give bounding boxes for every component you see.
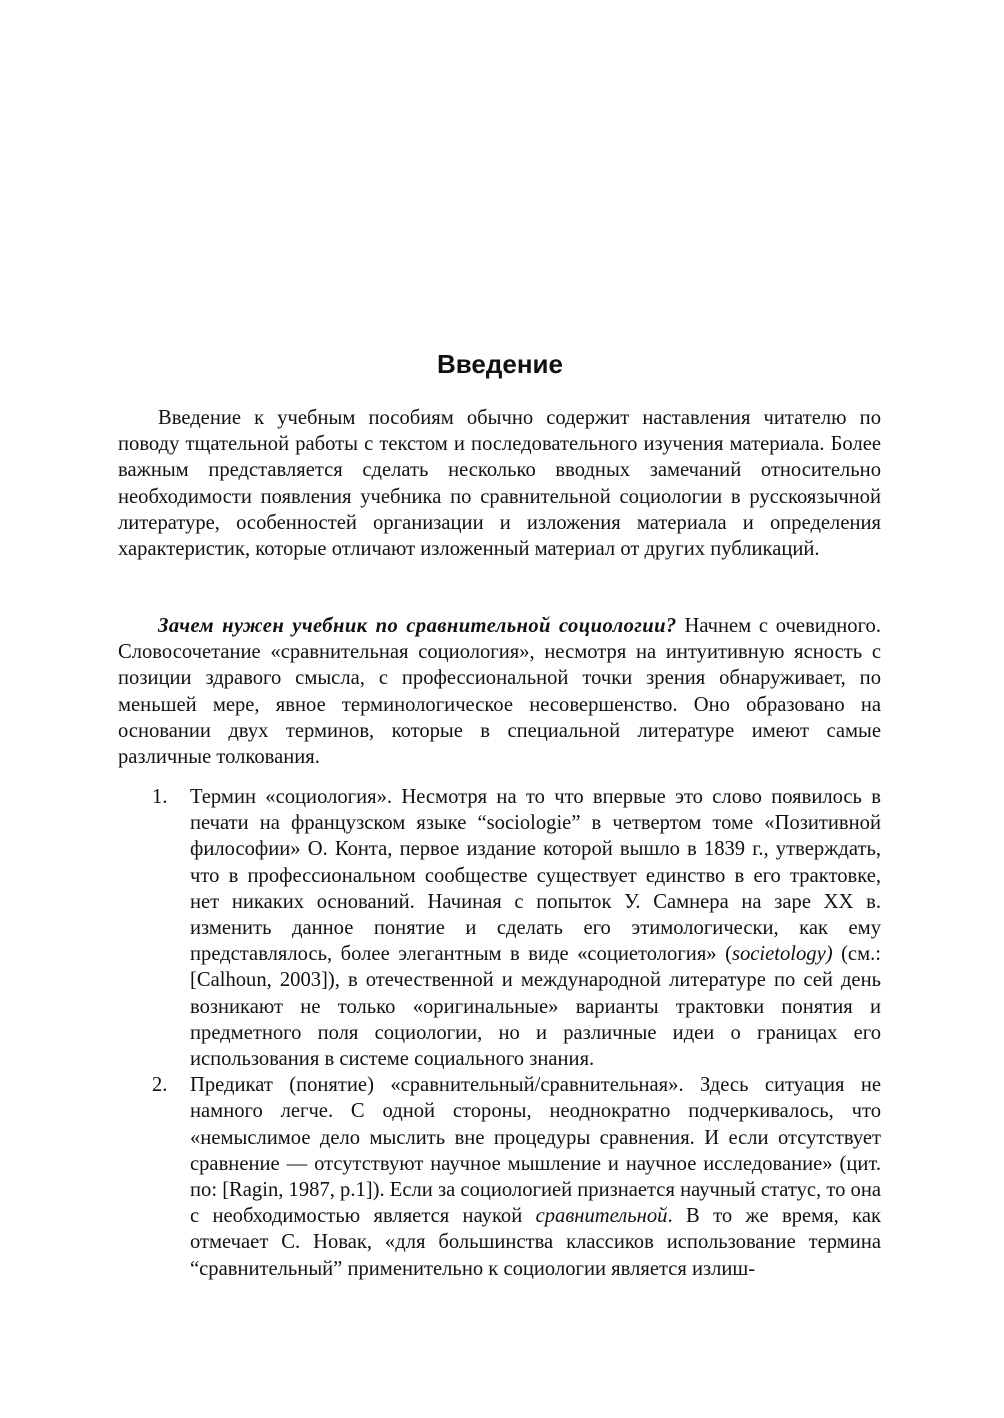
list-item-italic: societology) [731, 943, 833, 966]
term-list [118, 784, 881, 1282]
question-paragraph [118, 613, 881, 770]
list-item-text: . В то же время, как отмечает С. Новак, «для большинства классиков использование термина “сравнительный” применительно к социологии является излиш- [190, 1205, 881, 1280]
chapter-title: Введение [437, 349, 563, 379]
list-item-text: (см.: [Calhoun, 2003]), в отечественной и международной литературе по сей день возникают не только «оригинальные» варианты трактовки понятия и предметного поля социологии, но и различные идеи о границах его использования в системе социального знания. [190, 943, 881, 1071]
list-item-text: Термин «социология». Несмотря на то что впервые это слово появилось в печати на французском языке “sociologie” в четвертом томе «Позитивной философии» О. Конта, первое издание которой вышло в 1839 г., утверждать, что в профессиональном сообществе существует единство в его трактовке, нет никаких оснований. Начиная с попыток У. Самнера на заре XX в. изменить данное понятие и сделать его этимологически, как ему представлялось, более элегантным в виде «социетология» ( [190, 786, 881, 966]
list-item-text: Предикат (понятие) «сравнительный/сравнительная». Здесь ситуация не намного легче. С одной стороны, неоднократно подчеркивалось, что «немыслимое дело мыслить вне процедуры сравнения. И если отсутствует сравнение — отсутствуют научное мышление и научное исследование» (цит. по: [Ragin, 1987, p.1]). Если за социологией признается научный статус, то она с необходимостью является наукой [190, 1074, 881, 1228]
intro-paragraph: Введение к учебным пособиям обычно содержит наставления читателю по поводу тщательной работы с текстом и последовательного изучения материала. Более важным представляется сделать несколько вводных замечаний относительно необходимости появления учебника по сравнительной социологии в русскоязычной литературе, особенностей организации и изложения материала и определения характеристик, которые отличают изложенный материал от других публикаций. [118, 407, 881, 561]
list-item-comparative [118, 1072, 881, 1282]
list-number: 2. [152, 1074, 168, 1097]
question-paragraph-text: Начнем с очевидного. Словосочетание «сравнительная социология», несмотря на интуитивную ясность с позиции здравого смысла, с профессиональной точки зрения обнаруживает, по меньшей мере, явное терминологическое несовершенство. Оно образовано на основании двух терминов, которые в специальной литературе имеют самые различные толкования. [118, 615, 881, 769]
question-lead: Зачем нужен учебник по сравнительной социологии? [158, 615, 677, 637]
list-number: 1. [152, 786, 168, 808]
list-item-sociology [118, 784, 881, 1072]
list-item-italic: сравнительной [535, 1205, 668, 1228]
